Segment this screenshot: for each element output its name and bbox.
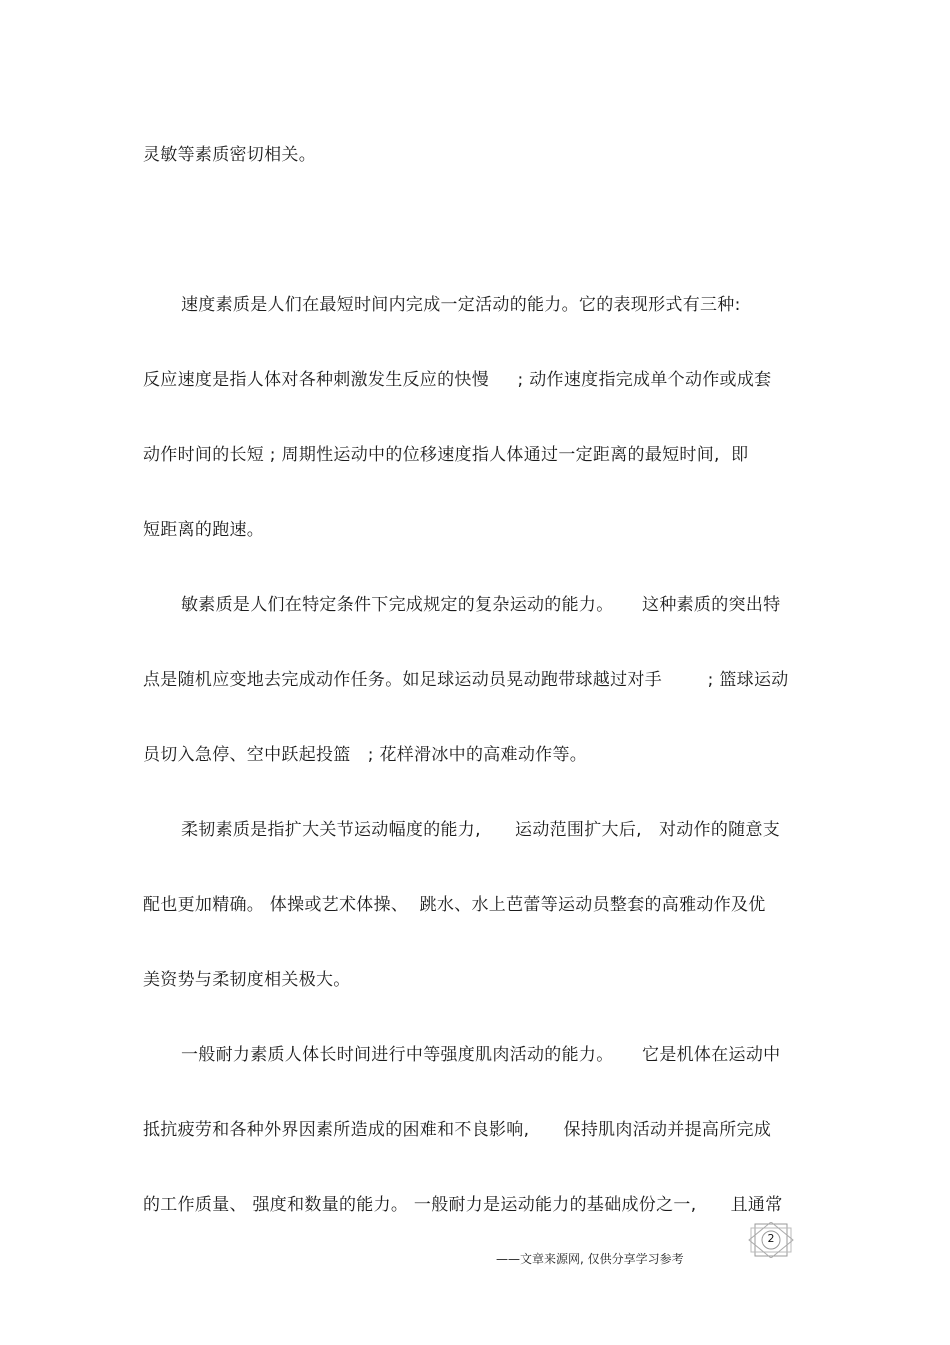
text-line: 抵抗疲劳和各种外界因素所造成的困难和不良影响, 保持肌肉活动并提高所完成 (143, 1120, 772, 1140)
text-line: 动作时间的长短 ; 周期性运动中的位移速度指人体通过一定距离的最短时间, 即 (143, 445, 749, 465)
text-line: 员切入急停、空中跃起投篮 ; 花样滑冰中的高难动作等。 (143, 745, 588, 765)
page-number-badge (748, 1222, 794, 1258)
text-line: 点是随机应变地去完成动作任务。如足球运动员晃动跑带球越过对手 ; 篮球运动 (143, 670, 789, 690)
text-line: 短距离的跑速。 (143, 520, 265, 540)
text-line: 反应速度是指人体对各种刺激发生反应的快慢 ; 动作速度指完成单个动作或成套 (143, 370, 772, 390)
text-line: 配也更加精确。 体操或艺术体操、 跳水、水上芭蕾等运动员整套的高雅动作及优 (143, 895, 766, 915)
text-line: 美资势与柔韧度相关极大。 (143, 970, 351, 990)
paragraph-start: 敏素质是人们在特定条件下完成规定的复杂运动的能力。 这种素质的突出特 (181, 595, 781, 615)
paragraph-start: 速度素质是人们在最短时间内完成一定活动的能力。它的表现形式有三种: (181, 295, 741, 315)
page-number: 2 (767, 1232, 775, 1245)
paragraph-start: 一般耐力素质人体长时间进行中等强度肌肉活动的能力。 它是机体在运动中 (181, 1045, 781, 1065)
text-line: 的工作质量、 强度和数量的能力。 一般耐力是运动能力的基础成份之一, 且通常 (143, 1195, 783, 1215)
paragraph-start: 柔韧素质是指扩大关节运动幅度的能力, 运动范围扩大后, 对动作的随意支 (181, 820, 781, 840)
footer-note: ——文章来源网, 仅供分享学习参考 (496, 1252, 684, 1266)
text-line: 灵敏等素质密切相关。 (143, 145, 316, 165)
